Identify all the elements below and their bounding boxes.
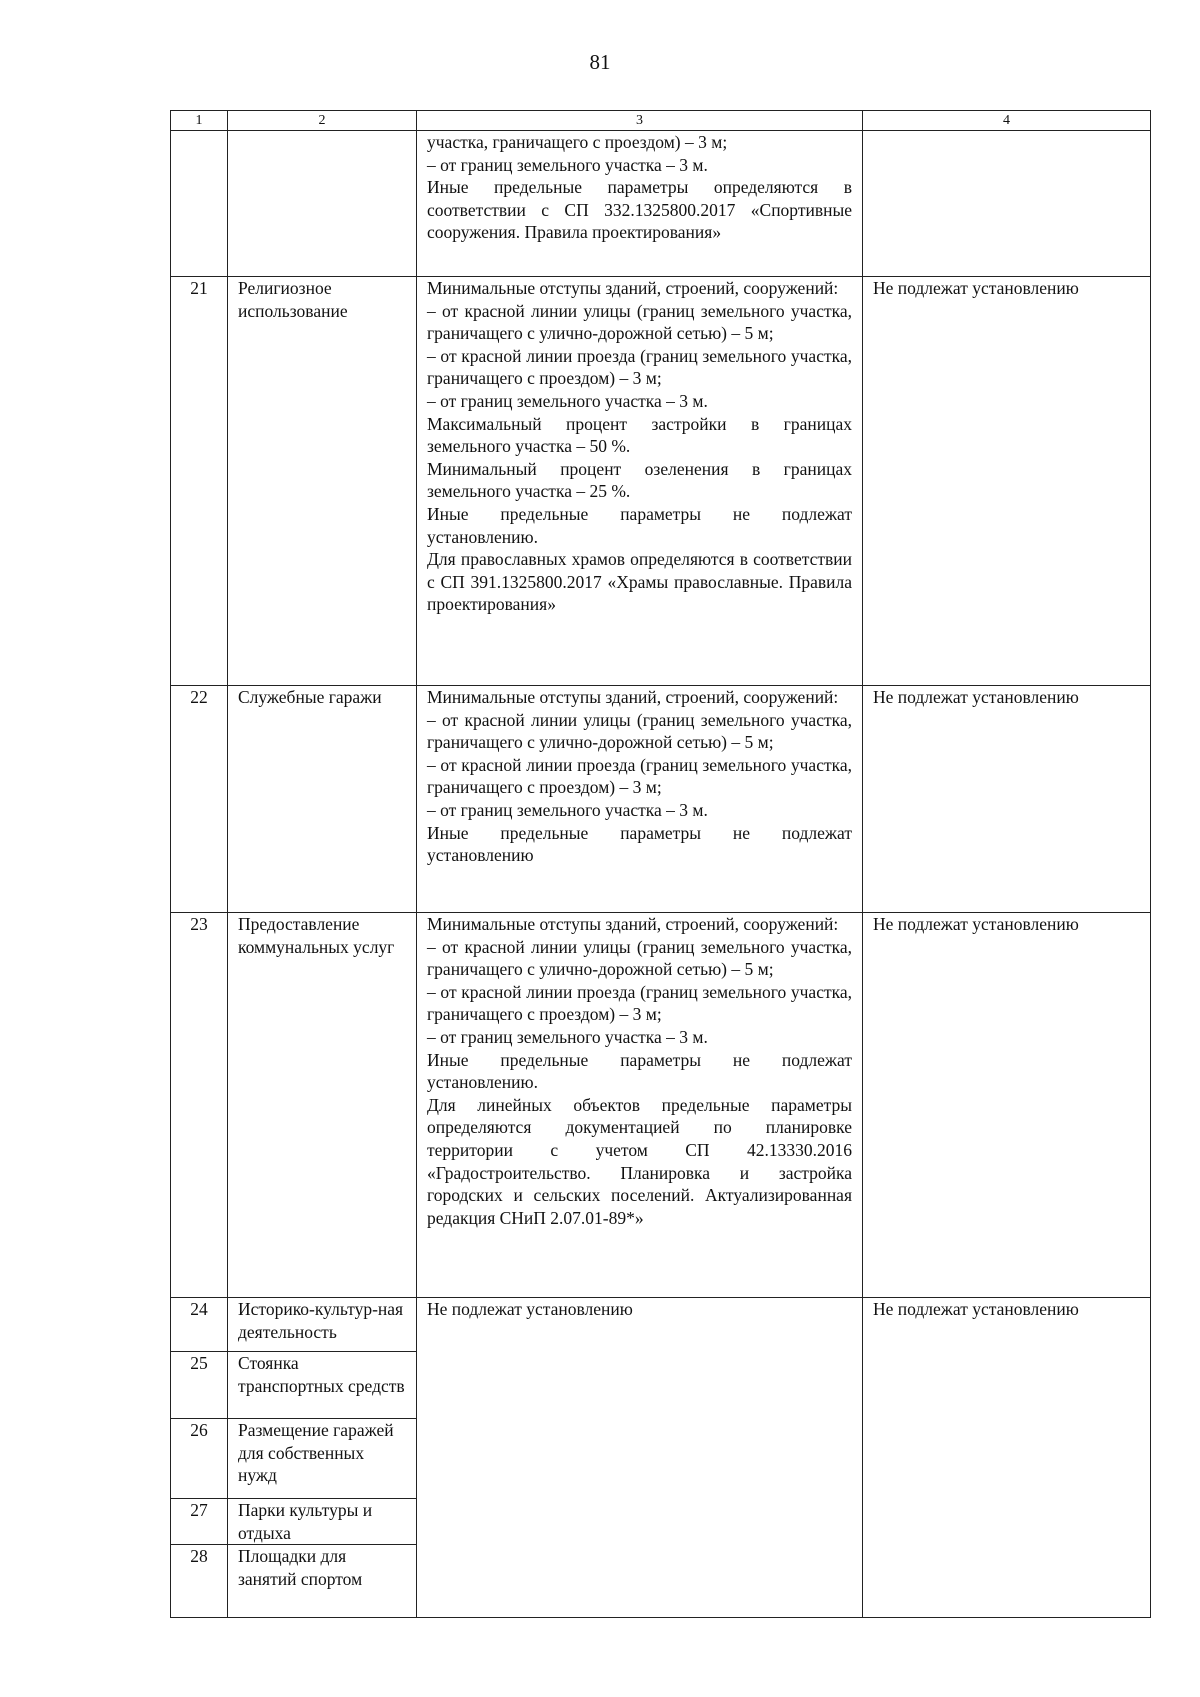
parameter-line: Иные предельные параметры не подлежат установлению (427, 822, 852, 866)
column-number-1: 1 (171, 111, 228, 131)
row-number: 28 (171, 1545, 228, 1618)
row-number: 27 (171, 1499, 228, 1545)
row-value: Не подлежат установлению (863, 277, 1151, 686)
parameter-line: – от красной линии улицы (границ земельного участка, граничащего с улично-дорожной сетью) – 5 м; (427, 936, 852, 980)
row-name-cell (228, 131, 417, 277)
row-number-cell (171, 131, 228, 277)
table-row (171, 913, 1151, 1298)
row-name: Религиозное использование (228, 277, 417, 686)
row-number: 22 (171, 686, 228, 913)
parameter-line: Минимальные отступы зданий, строений, сооружений: (427, 914, 839, 934)
parameter-line: Минимальные отступы зданий, строений, сооружений: (427, 687, 839, 707)
column-number-3: 3 (417, 111, 863, 131)
regulations-table (170, 110, 1151, 1618)
parameter-line: – от красной линии проезда (границ земельного участка, граничащего с проездом) – 3 м; (427, 345, 852, 389)
row-number: 23 (171, 913, 228, 1298)
table-row (171, 686, 1151, 913)
parameter-line: Минимальный процент озеленения в границах земельного участка – 25 %. (427, 458, 852, 502)
parameter-line: – от красной линии проезда (границ земельного участка, граничащего с проездом) – 3 м; (427, 981, 852, 1025)
row-value: Не подлежат установлению (863, 686, 1151, 913)
parameter-line: – от границ земельного участка – 3 м. (427, 799, 708, 820)
parameter-line: – от границ земельного участка – 3 м. (427, 390, 708, 411)
row-number: 24 (171, 1298, 228, 1352)
row-parameters-cell (417, 277, 863, 686)
parameter-line: Иные предельные параметры не подлежат установлению. (427, 1049, 852, 1093)
parameter-line: участка, граничащего с проездом) – 3 м; (427, 132, 728, 152)
parameter-line: Для линейных объектов предельные параметры определяются документацией по планировке территории с учетом СП 42.13330.2016 «Градостроительство. Планировка и застройка городских и сельских поселений. Актуализированная редакция СНиП 2.07.01-89*» (427, 1094, 852, 1228)
row-name: Площадки для занятий спортом (228, 1545, 417, 1618)
page-number: 81 (589, 50, 611, 74)
row-name: Предоставление коммунальных услуг (228, 913, 417, 1298)
column-number-4: 4 (863, 111, 1151, 131)
row-parameters-cell (417, 913, 863, 1298)
row-number: 21 (171, 277, 228, 686)
row-name: Парки культуры и отдыха (228, 1499, 417, 1545)
parameter-line: – от красной линии улицы (границ земельного участка, граничащего с улично-дорожной сетью) – 5 м; (427, 300, 852, 344)
row-name: Размещение гаражей для собственных нужд (228, 1419, 417, 1499)
row-number: 26 (171, 1419, 228, 1499)
row-value: Не подлежат установлению (863, 913, 1151, 1298)
row-value-cell (863, 131, 1151, 277)
table-header (171, 111, 1151, 131)
row-name: Служебные гаражи (228, 686, 417, 913)
row-name: Историко-культур-ная деятельность (228, 1298, 417, 1352)
parameter-line: – от красной линии улицы (границ земельного участка, граничащего с улично-дорожной сетью) – 5 м; (427, 709, 852, 753)
column-number-2: 2 (228, 111, 417, 131)
parameter-line: Для православных храмов определяются в соответствии с СП 391.1325800.2017 «Храмы православные. Правила проектирования» (427, 549, 852, 615)
row-name: Стоянка транспортных средств (228, 1352, 417, 1419)
parameter-line: – от границ земельного участка – 3 м. (427, 154, 708, 175)
parameter-line: – от границ земельного участка – 3 м. (427, 1026, 708, 1047)
grouped-parameters-cell: Не подлежат установлению (417, 1298, 863, 1618)
table-row-continuation (171, 131, 1151, 277)
parameter-line: Иные предельные параметры определяются в соответствии с СП 332.1325800.2017 «Спортивные сооружения. Правила проектирования» (427, 177, 852, 243)
parameter-line: Иные предельные параметры не подлежат установлению. (427, 503, 852, 547)
row-number: 25 (171, 1352, 228, 1419)
table-row (171, 1298, 1151, 1352)
parameter-line: Минимальные отступы зданий, строений, сооружений: (427, 278, 839, 298)
row-parameters-cell (417, 686, 863, 913)
grouped-value-cell: Не подлежат установлению (863, 1298, 1151, 1618)
row-parameters-cell (417, 131, 863, 277)
table-row (171, 277, 1151, 686)
parameter-line: Максимальный процент застройки в границах земельного участка – 50 %. (427, 413, 852, 457)
parameter-line: – от красной линии проезда (границ земельного участка, граничащего с проездом) – 3 м; (427, 754, 852, 798)
